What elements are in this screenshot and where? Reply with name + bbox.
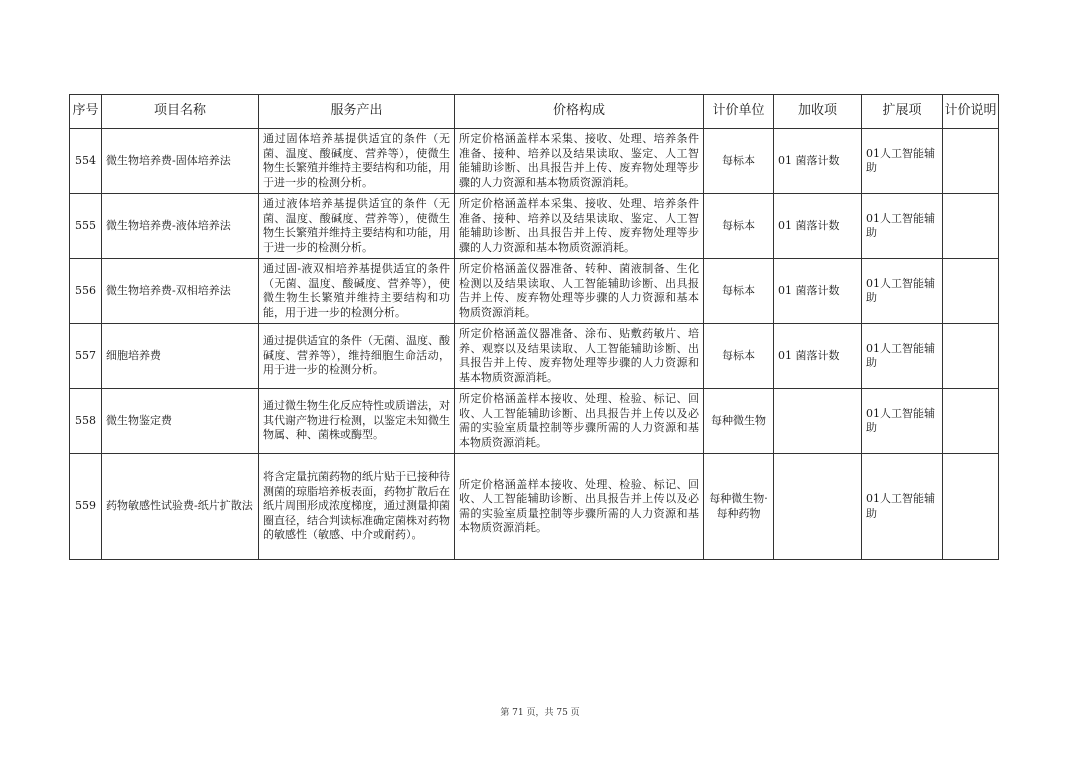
cell-price: 所定价格涵盖仪器准备、涂布、贴敷药敏片、培养、观察以及结果读取、人工智能辅助诊断、出具报告并上传、废弃物处理等步骤的人力资源和基本物质资源消耗。	[455, 324, 704, 389]
cell-unit: 每标本	[704, 194, 774, 259]
cell-name: 微生物培养费-双相培养法	[102, 259, 259, 324]
page-footer: 第 71 页，共 75 页	[500, 708, 580, 718]
cell-add	[774, 454, 862, 560]
cell-ext: 01人工智能辅助	[862, 259, 943, 324]
cell-name: 药物敏感性试验费-纸片扩散法	[102, 454, 259, 560]
cell-no: 559	[70, 454, 102, 560]
cell-unit: 每标本	[704, 259, 774, 324]
cell-no: 557	[70, 324, 102, 389]
cell-no: 558	[70, 389, 102, 454]
cell-note	[943, 259, 999, 324]
cell-name: 微生物培养费-固体培养法	[102, 129, 259, 194]
header-service: 服务产出	[259, 95, 455, 129]
header-row	[70, 95, 999, 129]
cell-note	[943, 194, 999, 259]
cell-note	[943, 389, 999, 454]
cell-add: 01 菌落计数	[774, 259, 862, 324]
cell-price: 所定价格涵盖样本采集、接收、处理、培养条件准备、接种、培养以及结果读取、鉴定、人工智能辅助诊断、出具报告并上传、废弃物处理等步骤的人力资源和基本物质资源消耗。	[455, 129, 704, 194]
cell-add: 01 菌落计数	[774, 129, 862, 194]
header-no: 序号	[70, 95, 102, 129]
cell-service: 通过固体培养基提供适宜的条件（无菌、温度、酸碱度、营养等），使微生物生长繁殖并维持主要结构和功能，用于进一步的检测分析。	[259, 129, 455, 194]
cell-add: 01 菌落计数	[774, 194, 862, 259]
cell-price: 所定价格涵盖样本采集、接收、处理、培养条件准备、接种、培养以及结果读取、鉴定、人工智能辅助诊断、出具报告并上传、废弃物处理等步骤的人力资源和基本物质资源消耗。	[455, 194, 704, 259]
fee-table	[69, 94, 999, 560]
header-price: 价格构成	[455, 95, 704, 129]
cell-note	[943, 129, 999, 194]
cell-add: 01 菌落计数	[774, 324, 862, 389]
cell-service: 通过液体培养基提供适宜的条件（无菌、温度、酸碱度、营养等），使微生物生长繁殖并维持主要结构和功能，用于进一步的检测分析。	[259, 194, 455, 259]
cell-note	[943, 454, 999, 560]
cell-service: 通过提供适宜的条件（无菌、温度、酸碱度、营养等），维持细胞生命活动，用于进一步的检测分析。	[259, 324, 455, 389]
header-note: 计价说明	[943, 95, 999, 129]
table-row	[70, 259, 999, 324]
cell-price: 所定价格涵盖仪器准备、转种、菌液制备、生化检测以及结果读取、人工智能辅助诊断、出具报告并上传、废弃物处理等步骤的人力资源和基本物质资源消耗。	[455, 259, 704, 324]
cell-service: 通过微生物生化反应特性或质谱法，对其代谢产物进行检测，以鉴定未知微生物属、种、菌株或酶型。	[259, 389, 455, 454]
cell-ext: 01人工智能辅助	[862, 454, 943, 560]
table-row	[70, 324, 999, 389]
cell-ext: 01人工智能辅助	[862, 194, 943, 259]
cell-name: 微生物鉴定费	[102, 389, 259, 454]
table-row	[70, 389, 999, 454]
cell-name: 细胞培养费	[102, 324, 259, 389]
header-ext: 扩展项	[862, 95, 943, 129]
cell-price: 所定价格涵盖样本接收、处理、检验、标记、回收、人工智能辅助诊断、出具报告并上传以及必需的实验室质量控制等步骤所需的人力资源和基本物质资源消耗。	[455, 454, 704, 560]
header-name: 项目名称	[102, 95, 259, 129]
cell-name: 微生物培养费-液体培养法	[102, 194, 259, 259]
cell-no: 555	[70, 194, 102, 259]
cell-no: 556	[70, 259, 102, 324]
cell-service: 将含定量抗菌药物的纸片贴于已接种待测菌的琼脂培养板表面，药物扩散后在纸片周围形成浓度梯度，通过测量抑菌圈直径，结合判读标准确定菌株对药物的敏感性（敏感、中介或耐药）。	[259, 454, 455, 560]
cell-service: 通过固-液双相培养基提供适宜的条件（无菌、温度、酸碱度、营养等），使微生物生长繁殖并维持主要结构和功能，用于进一步的检测分析。	[259, 259, 455, 324]
header-add: 加收项	[774, 95, 862, 129]
table-row	[70, 454, 999, 560]
cell-no: 554	[70, 129, 102, 194]
cell-note	[943, 324, 999, 389]
cell-ext: 01人工智能辅助	[862, 389, 943, 454]
header-unit: 计价单位	[704, 95, 774, 129]
cell-unit: 每种微生物·每种药物	[704, 454, 774, 560]
cell-unit: 每标本	[704, 324, 774, 389]
table-row	[70, 194, 999, 259]
cell-price: 所定价格涵盖样本接收、处理、检验、标记、回收、人工智能辅助诊断、出具报告并上传以及必需的实验室质量控制等步骤所需的人力资源和基本物质资源消耗。	[455, 389, 704, 454]
cell-unit: 每标本	[704, 129, 774, 194]
cell-add	[774, 389, 862, 454]
table-row	[70, 129, 999, 194]
cell-ext: 01人工智能辅助	[862, 324, 943, 389]
cell-ext: 01人工智能辅助	[862, 129, 943, 194]
cell-unit: 每种微生物	[704, 389, 774, 454]
